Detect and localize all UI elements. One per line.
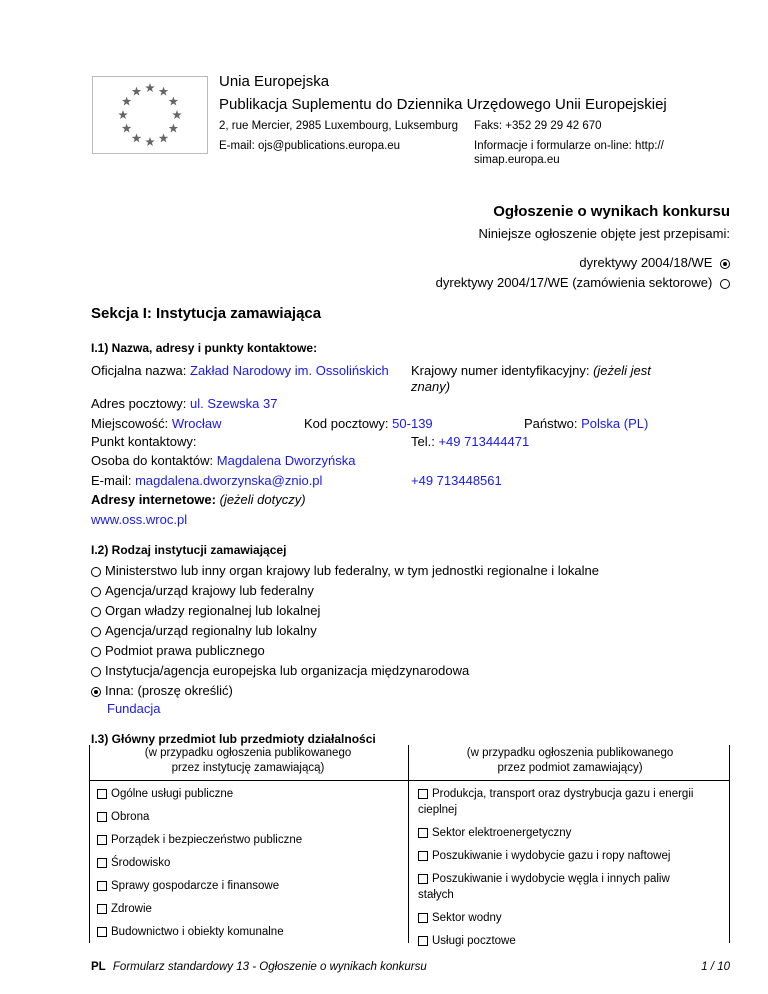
radio-empty-icon[interactable]: [720, 279, 730, 289]
publisher-email: E-mail: ojs@publications.europa.eu: [219, 140, 401, 152]
activity-checkbox-item[interactable]: [97, 786, 302, 809]
tel-value: +49 713444471: [438, 434, 530, 449]
publisher-address: 2, rue Mercier, 2985 Luxembourg, Luksemburg: [219, 120, 459, 132]
authority-type-label: Inna: (proszę określić): [105, 683, 233, 698]
postal-value: ul. Szewska 37: [190, 396, 278, 411]
eu-star-icon: [159, 133, 169, 142]
radio-empty-icon[interactable]: [91, 607, 101, 617]
table-body-border-right: [729, 781, 730, 943]
left-header-line2: przez instytucję zamawiającą): [171, 762, 325, 774]
right-activity-list: [418, 786, 693, 956]
internet-row: [91, 492, 306, 507]
footer-page-number: 1 / 10: [701, 961, 730, 973]
activity-checkbox-item[interactable]: [418, 848, 693, 864]
contact-person-row: [91, 453, 356, 468]
radio-empty-icon[interactable]: [91, 667, 101, 677]
activity-checkbox-item[interactable]: [418, 825, 693, 841]
activity-label: Obrona: [111, 811, 150, 823]
activity-checkbox-item[interactable]: [97, 878, 302, 901]
activity-label: Zdrowie: [111, 903, 152, 915]
email-value[interactable]: magdalena.dworzynska@znio.pl: [135, 473, 323, 488]
website-link[interactable]: www.oss.wroc.pl: [91, 512, 188, 527]
section-1-title: Sekcja I: Instytucja zamawiająca: [91, 305, 322, 322]
checkbox-icon[interactable]: [418, 936, 428, 946]
activity-checkbox-item[interactable]: [97, 924, 302, 947]
authority-type-option[interactable]: [91, 621, 599, 641]
eu-star-icon: [118, 110, 128, 119]
authority-type-label: Agencja/urząd krajowy lub federalny: [105, 583, 314, 598]
checkbox-icon[interactable]: [97, 789, 107, 799]
tel-row: [411, 434, 529, 449]
authority-type-option[interactable]: [91, 661, 599, 681]
activity-label: Usługi pocztowe: [432, 935, 516, 947]
checkbox-icon[interactable]: [97, 835, 107, 845]
city-value: Wrocław: [171, 416, 222, 431]
eu-star-icon: [159, 87, 169, 96]
radio-empty-icon[interactable]: [91, 587, 101, 597]
postcode-value: 50-139: [392, 416, 433, 431]
publisher-title: Unia Europejska: [219, 73, 330, 90]
eu-star-icon: [145, 137, 155, 146]
eu-star-icon: [132, 133, 142, 142]
city-row: [91, 416, 222, 431]
radio-selected-icon[interactable]: [720, 259, 730, 269]
checkbox-icon[interactable]: [97, 858, 107, 868]
i2-title: I.2) Rodzaj instytucji zamawiającej: [91, 543, 287, 557]
eu-flag-logo: [92, 76, 208, 154]
activity-label: Sektor wodny: [432, 912, 502, 924]
directive-2004-18-option[interactable]: [579, 255, 730, 270]
directive-2004-17-label: dyrektywy 2004/17/WE (zamówienia sektorowe): [435, 275, 713, 290]
radio-selected-icon[interactable]: [91, 687, 101, 697]
right-column-header: [411, 746, 729, 776]
activity-label: Porządek i bezpieczeństwo publiczne: [111, 834, 303, 846]
eu-star-icon: [172, 110, 182, 119]
activity-checkbox-item[interactable]: [418, 871, 693, 903]
eu-star-icon: [132, 87, 142, 96]
left-header-line1: (w przypadku ogłoszenia publikowanego: [144, 747, 352, 759]
publisher-info-line1: Informacje i formularze on-line: http://: [474, 140, 664, 152]
footer-form-title: Formularz standardowy 13 - Ogłoszenie o wynikach konkursu: [112, 961, 427, 973]
authority-type-label: Ministerstwo lub inny organ krajowy lub federalny, w tym jednostki regionalne i lokalne: [105, 563, 599, 578]
activity-label: Ogólne usługi publiczne: [111, 788, 234, 800]
checkbox-icon[interactable]: [418, 874, 428, 884]
official-name-label: Oficjalna nazwa:: [91, 363, 187, 378]
checkbox-icon[interactable]: [418, 913, 428, 923]
activity-label: Poszukiwanie i wydobycie węgla i innych paliw: [432, 873, 670, 885]
activity-label: Poszukiwanie i wydobycie gazu i ropy naftowej: [432, 850, 671, 862]
activity-label: Budownictwo i obiekty komunalne: [111, 926, 284, 938]
country-label: Państwo:: [524, 416, 578, 431]
authority-type-list: [91, 561, 599, 701]
notice-title: Ogłoszenie o wynikach konkursu: [493, 203, 730, 220]
activity-label: Sektor elektroenergetyczny: [432, 827, 572, 839]
authority-type-option[interactable]: [91, 601, 599, 621]
checkbox-icon[interactable]: [97, 904, 107, 914]
internet-label: Adresy internetowe:: [91, 492, 216, 507]
contact-person-value: Magdalena Dworzyńska: [216, 453, 356, 468]
eu-star-icon: [145, 83, 155, 92]
table-border-left: [89, 745, 90, 781]
eu-star-icon: [122, 124, 132, 133]
table-border-right: [729, 745, 730, 781]
authority-type-label: Instytucja/agencja europejska lub organizacja międzynarodowa: [105, 663, 470, 678]
country-value: Polska (PL): [581, 416, 649, 431]
table-body-border-mid: [408, 781, 409, 943]
right-header-line1: (w przypadku ogłoszenia publikowanego: [466, 747, 674, 759]
official-name-value: Zakład Narodowy im. Ossolińskich: [190, 363, 389, 378]
authority-type-label: Podmiot prawa publicznego: [105, 643, 265, 658]
other-type-value: Fundacja: [107, 701, 161, 716]
checkbox-icon[interactable]: [97, 927, 107, 937]
postal-address-row: [91, 396, 277, 411]
activity-label: stałych: [418, 889, 454, 901]
country-row: [524, 416, 648, 431]
contact-person-label: Osoba do kontaktów:: [91, 453, 214, 468]
national-id-row: [411, 363, 651, 378]
radio-empty-icon[interactable]: [91, 567, 101, 577]
left-activity-list: [97, 786, 302, 947]
email-label: E-mail:: [91, 473, 132, 488]
authority-type-option[interactable]: [91, 581, 599, 601]
city-label: Miejscowość:: [91, 416, 169, 431]
checkbox-icon[interactable]: [97, 881, 107, 891]
publisher-fax: Faks: +352 29 29 42 670: [474, 120, 602, 132]
checkbox-icon[interactable]: [418, 828, 428, 838]
radio-empty-icon[interactable]: [91, 627, 101, 637]
table-header-divider: [89, 780, 730, 781]
contact-point-label: Punkt kontaktowy:: [91, 434, 197, 449]
checkbox-icon[interactable]: [418, 851, 428, 861]
activity-checkbox-item[interactable]: [418, 933, 693, 949]
eu-star-icon: [122, 97, 132, 106]
activity-checkbox-item[interactable]: [97, 855, 302, 878]
activity-label: Sprawy gospodarcze i finansowe: [111, 880, 280, 892]
fax-value: +49 713448561: [411, 473, 502, 488]
table-border-mid: [408, 745, 409, 781]
activity-label: Środowisko: [111, 857, 171, 869]
authority-type-option[interactable]: [91, 681, 599, 701]
activity-label: Produkcja, transport oraz dystrybucja gazu i energii: [432, 788, 694, 800]
checkbox-icon[interactable]: [97, 812, 107, 822]
activity-checkbox-item[interactable]: [418, 910, 693, 926]
postcode-row: [304, 416, 433, 431]
eu-star-icon: [169, 124, 179, 133]
postcode-label: Kod pocztowy:: [304, 416, 389, 431]
authority-type-option[interactable]: [91, 641, 599, 661]
official-name-row: [91, 363, 389, 378]
national-id-label: Krajowy numer identyfikacyjny:: [411, 363, 590, 378]
directive-2004-17-option[interactable]: [436, 275, 730, 290]
postal-label: Adres pocztowy:: [91, 396, 187, 411]
checkbox-icon[interactable]: [418, 789, 428, 799]
eu-star-icon: [169, 97, 179, 106]
tel-label: Tel.:: [411, 434, 435, 449]
table-body-border-left: [89, 781, 90, 943]
publisher-info-line2: simap.europa.eu: [474, 154, 560, 166]
i1-title: I.1) Nazwa, adresy i punkty kontaktowe:: [91, 341, 318, 355]
national-id-note: (jeżeli jest: [593, 363, 651, 378]
right-header-line2: przez podmiot zamawiający): [497, 762, 643, 774]
authority-type-label: Organ władzy regionalnej lub lokalnej: [105, 603, 321, 618]
activity-checkbox-item[interactable]: [97, 809, 302, 832]
activity-label: cieplnej: [418, 804, 457, 816]
national-id-note-2: znany): [411, 379, 451, 394]
i3-title: I.3) Główny przedmiot lub przedmioty działalności: [91, 732, 376, 746]
internet-note: (jeżeli dotyczy): [219, 492, 306, 507]
notice-subtitle: Niniejsze ogłoszenie objęte jest przepisami:: [478, 226, 730, 241]
email-row: [91, 473, 322, 488]
activity-checkbox-item[interactable]: [97, 832, 302, 855]
radio-empty-icon[interactable]: [91, 647, 101, 657]
activity-checkbox-item[interactable]: [418, 786, 693, 818]
left-column-header: [91, 746, 405, 776]
footer-form: [91, 961, 427, 973]
footer-lang: PL: [91, 961, 106, 973]
publisher-subtitle: Publikacja Suplementu do Dziennika Urzędowego Unii Europejskiej: [219, 96, 667, 113]
activity-checkbox-item[interactable]: [97, 901, 302, 924]
authority-type-label: Agencja/urząd regionalny lub lokalny: [105, 623, 317, 638]
authority-type-option[interactable]: [91, 561, 599, 581]
directive-2004-18-label: dyrektywy 2004/18/WE: [579, 255, 713, 270]
